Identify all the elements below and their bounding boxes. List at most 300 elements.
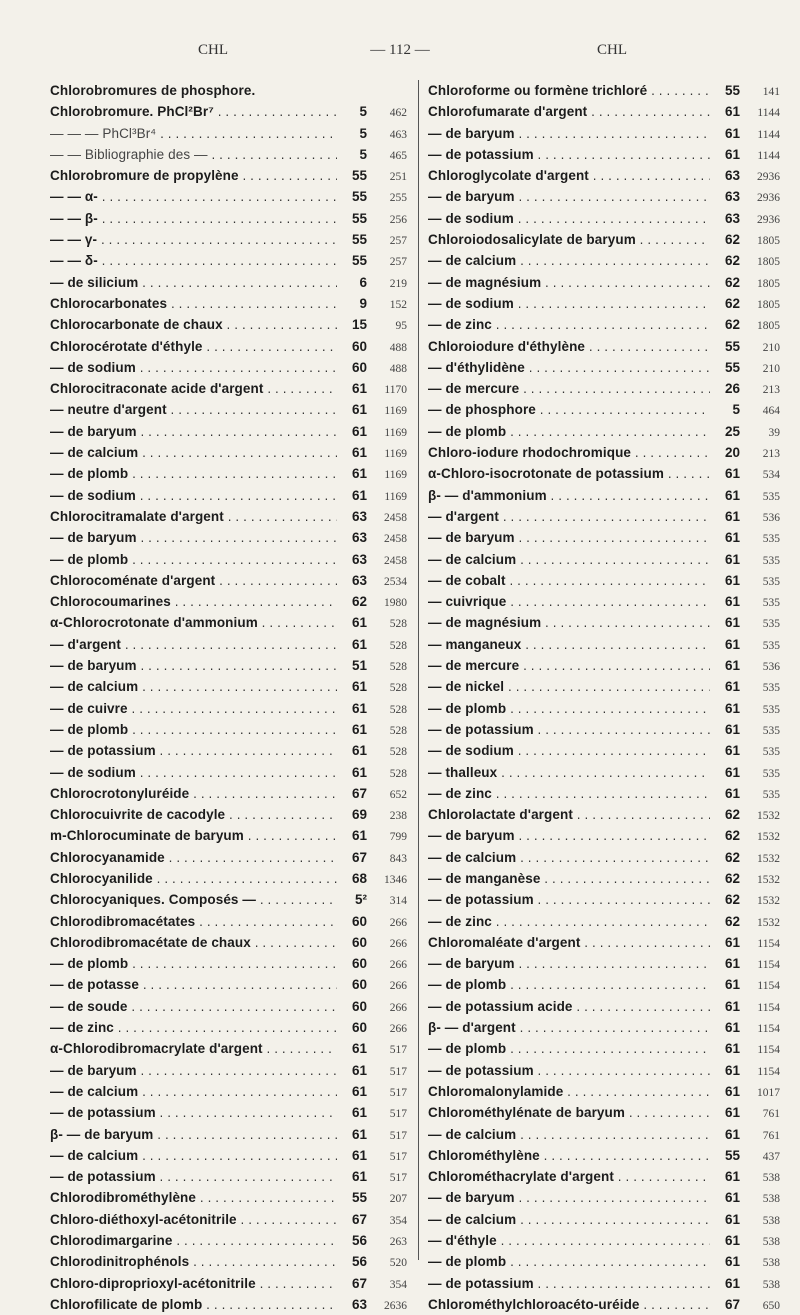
- entry-name: — de calcium . . .: [50, 676, 337, 697]
- entry-name: — de potassium . . .: [428, 719, 710, 740]
- entry-page: 1154: [757, 937, 780, 950]
- entry-volume: 61: [724, 1126, 740, 1142]
- index-entry: [50, 804, 407, 825]
- entry-page: 266: [389, 937, 407, 950]
- entry-name: Chlorocoumarines . . .: [50, 591, 337, 612]
- entry-volume: 60: [351, 934, 367, 950]
- entry-page: 534: [762, 469, 780, 482]
- entry-name: Chlorocitramalate d'argent . . .: [50, 506, 337, 527]
- entry-name: — de baryum . . .: [50, 421, 337, 442]
- index-entry: [428, 80, 780, 101]
- index-entry: [50, 463, 407, 484]
- entry-page: 1144: [757, 149, 780, 162]
- index-entry: [428, 357, 780, 378]
- entry-volume: 62: [724, 807, 740, 823]
- index-entry: [50, 485, 407, 506]
- entry-name: — de calcium . . .: [428, 1209, 710, 1230]
- entry-volume: 62: [351, 594, 367, 610]
- entry-name: — de calcium . . .: [428, 250, 710, 271]
- entry-page: 1805: [757, 298, 780, 311]
- entry-volume: 61: [351, 615, 367, 631]
- index-entry: [50, 229, 407, 250]
- entry-name: — de potasse . . .: [50, 974, 337, 995]
- entry-page: 2936: [757, 192, 780, 205]
- entry-page: 1154: [757, 959, 780, 972]
- index-entry: [50, 527, 407, 548]
- entry-page: 1346: [384, 873, 407, 886]
- index-entry: [428, 123, 780, 144]
- entry-volume: 61: [724, 104, 740, 120]
- entry-page: 652: [389, 788, 407, 801]
- entry-page: 95: [395, 320, 407, 333]
- entry-page: 528: [389, 639, 407, 652]
- index-entry: [428, 272, 780, 293]
- entry-volume: 61: [351, 700, 367, 716]
- entry-name: Chloromalonylamide . . .: [428, 1081, 710, 1102]
- index-entry: [50, 314, 407, 335]
- entry-name: — de sodium . . .: [428, 293, 710, 314]
- entry-page: 1170: [384, 384, 407, 397]
- entry-volume: 62: [724, 317, 740, 333]
- entry-volume: 61: [724, 700, 740, 716]
- entry-name: — de calcium . . .: [428, 549, 710, 570]
- entry-page: 535: [762, 682, 780, 695]
- entry-volume: 63: [724, 189, 740, 205]
- index-entry: [50, 336, 407, 357]
- entry-volume: 61: [724, 1105, 740, 1121]
- entry-volume: 63: [724, 168, 740, 184]
- index-entry: [50, 1230, 407, 1251]
- index-entry: [428, 1294, 780, 1315]
- entry-page: 1805: [757, 277, 780, 290]
- index-entry: [50, 101, 407, 122]
- entry-volume: 61: [724, 1211, 740, 1227]
- entry-volume: 61: [724, 146, 740, 162]
- entry-page: 2936: [757, 213, 780, 226]
- entry-name: Chlorométhylène . . .: [428, 1145, 710, 1166]
- entry-name: — — β- . . .: [50, 208, 337, 229]
- entry-page: 520: [389, 1257, 407, 1270]
- index-entry: [428, 698, 780, 719]
- entry-page: 535: [762, 788, 780, 801]
- index-entry: [428, 911, 780, 932]
- index-entry: [428, 250, 780, 271]
- entry-name: — de cuivre . . .: [50, 698, 337, 719]
- index-entry: [50, 378, 407, 399]
- entry-page: 799: [389, 831, 407, 844]
- entry-volume: 5: [359, 104, 367, 120]
- entry-volume: 6: [359, 274, 367, 290]
- entry-name: — de plomb . . .: [50, 953, 337, 974]
- entry-name: — de sodium . . .: [50, 485, 337, 506]
- index-entry: [50, 1187, 407, 1208]
- entry-name: — de calcium . . .: [428, 847, 710, 868]
- index-entry: [50, 506, 407, 527]
- index-entry: [50, 1038, 407, 1059]
- entry-name: Chlorodinitrophénols . . .: [50, 1251, 337, 1272]
- entry-name: — de sodium . . .: [50, 357, 337, 378]
- entry-volume: 60: [351, 1020, 367, 1036]
- entry-page: 314: [389, 895, 407, 908]
- entry-name: Chlorométhylchloroacéto-uréide . . .: [428, 1294, 710, 1315]
- index-entry: [50, 293, 407, 314]
- entry-volume: 61: [351, 466, 367, 482]
- entry-volume: 67: [351, 1211, 367, 1227]
- entry-page: 538: [762, 1278, 780, 1291]
- running-header: [0, 42, 800, 66]
- entry-volume: 61: [351, 402, 367, 418]
- entry-page: 535: [762, 746, 780, 759]
- index-entry: [428, 1209, 780, 1230]
- entry-page: 528: [389, 661, 407, 674]
- index-entry: [50, 570, 407, 591]
- entry-page: 39: [768, 426, 780, 439]
- index-entry: [50, 549, 407, 570]
- entry-name: — de manganèse . . .: [428, 868, 710, 889]
- index-entry: [428, 421, 780, 442]
- entry-page: 538: [762, 1214, 780, 1227]
- entry-page: 538: [762, 1236, 780, 1249]
- entry-name: — de baryum . . .: [428, 186, 710, 207]
- entry-volume: 62: [724, 253, 740, 269]
- index-entry: [428, 676, 780, 697]
- entry-volume: 56: [351, 1233, 367, 1249]
- entry-name: β- — de baryum . . .: [50, 1124, 337, 1145]
- entry-volume: 5: [359, 125, 367, 141]
- entry-page: 1154: [757, 1044, 780, 1057]
- entry-name: — cuivrique . . .: [428, 591, 710, 612]
- entry-name: — de sodium . . .: [428, 208, 710, 229]
- entry-volume: 61: [351, 828, 367, 844]
- entry-page: 2458: [384, 554, 407, 567]
- entry-name: — — δ- . . .: [50, 250, 337, 271]
- index-entry: [428, 1145, 780, 1166]
- entry-page: 1017: [757, 1086, 780, 1099]
- entry-name: — de silicium . . .: [50, 272, 337, 293]
- entry-volume: 61: [724, 1190, 740, 1206]
- entry-name: — de zinc . . .: [428, 314, 710, 335]
- entry-page: 2936: [757, 171, 780, 184]
- index-entry: [50, 1294, 407, 1315]
- entry-name: — de baryum . . .: [50, 527, 337, 548]
- entry-name: Chlorobromure de propylène . . .: [50, 165, 337, 186]
- entry-page: 257: [389, 235, 407, 248]
- entry-name: — de plomb . . .: [50, 549, 337, 570]
- entry-name: α-Chlorocrotonate d'ammonium . . .: [50, 612, 337, 633]
- entry-volume: 63: [351, 551, 367, 567]
- entry-page: 1532: [757, 831, 780, 844]
- entry-volume: 67: [351, 785, 367, 801]
- index-entry: [428, 549, 780, 570]
- entry-name: — de plomb . . .: [428, 421, 710, 442]
- entry-volume: 63: [351, 530, 367, 546]
- index-entry: [428, 229, 780, 250]
- entry-name: Chlorocyanamide . . .: [50, 847, 337, 868]
- entry-name: m-Chlorocuminate de baryum . . .: [50, 825, 337, 846]
- entry-page: 257: [389, 256, 407, 269]
- entry-volume: 61: [724, 743, 740, 759]
- entry-page: 2534: [384, 575, 407, 588]
- entry-volume: 61: [724, 1062, 740, 1078]
- entry-name: Chlorolactate d'argent . . .: [428, 804, 710, 825]
- index-entry: [50, 208, 407, 229]
- entry-name: — d'argent . . .: [428, 506, 710, 527]
- entry-name: — de sodium . . .: [428, 740, 710, 761]
- entry-page: 437: [762, 1150, 780, 1163]
- entry-page: 650: [762, 1299, 780, 1312]
- entry-volume: 60: [351, 977, 367, 993]
- entry-name: — thalleux . . .: [428, 762, 710, 783]
- entry-page: 535: [762, 554, 780, 567]
- entry-name: — — Bibliographie des — . . .: [50, 144, 337, 165]
- entry-name: — de plomb . . .: [428, 1251, 710, 1272]
- entry-volume: 67: [351, 1275, 367, 1291]
- column-divider: [418, 80, 419, 1260]
- entry-volume: 63: [724, 210, 740, 226]
- entry-page: 1154: [757, 1065, 780, 1078]
- index-entry: [428, 1230, 780, 1251]
- entry-volume: 62: [724, 849, 740, 865]
- entry-page: 528: [389, 724, 407, 737]
- entry-volume: 62: [724, 892, 740, 908]
- entry-volume: 62: [724, 274, 740, 290]
- entry-volume: 67: [724, 1296, 740, 1312]
- entry-name: α-Chlorodibromacrylate d'argent . . .: [50, 1038, 337, 1059]
- entry-volume: 69: [351, 807, 367, 823]
- entry-name: — d'argent . . .: [50, 634, 337, 655]
- entry-page: 463: [389, 128, 407, 141]
- entry-name: — de potassium . . .: [428, 1273, 710, 1294]
- index-entry: [50, 442, 407, 463]
- index-entry: [50, 847, 407, 868]
- entry-page: 141: [762, 86, 780, 98]
- entry-volume: 61: [351, 445, 367, 461]
- entry-page: 1169: [384, 405, 407, 418]
- entry-page: 528: [389, 618, 407, 631]
- index-entry: [428, 591, 780, 612]
- entry-volume: 62: [724, 828, 740, 844]
- entry-page: 219: [389, 277, 407, 290]
- entry-volume: 15: [351, 317, 367, 333]
- index-entry: [428, 932, 780, 953]
- entry-volume: 61: [724, 764, 740, 780]
- entry-name: — de potassium . . .: [428, 889, 710, 910]
- entry-volume: 61: [351, 1083, 367, 1099]
- entry-volume: 61: [351, 721, 367, 737]
- entry-volume: 61: [724, 1233, 740, 1249]
- index-entry: [50, 655, 407, 676]
- entry-name: — de zinc . . .: [428, 783, 710, 804]
- entry-volume: 5: [359, 146, 367, 162]
- index-entry: [50, 953, 407, 974]
- entry-name: — de phosphore . . .: [428, 399, 710, 420]
- page-number: — 112 —: [370, 42, 430, 58]
- entry-page: 535: [762, 639, 780, 652]
- entry-volume: 63: [351, 1296, 367, 1312]
- entry-page: 210: [762, 362, 780, 375]
- index-entry: [50, 1102, 407, 1123]
- index-entry: [428, 1251, 780, 1272]
- index-entry: [428, 996, 780, 1017]
- entry-page: 517: [389, 1150, 407, 1163]
- entry-page: 1154: [757, 1023, 780, 1036]
- entry-page: 2458: [384, 511, 407, 524]
- index-entry: [428, 101, 780, 122]
- index-entry: [50, 911, 407, 932]
- entry-volume: 67: [351, 849, 367, 865]
- entry-volume: 63: [351, 508, 367, 524]
- entry-page: 266: [389, 959, 407, 972]
- entry-name: Chloroiodure d'éthylène . . .: [428, 336, 710, 357]
- entry-page: 1532: [757, 810, 780, 823]
- entry-page: 1805: [757, 235, 780, 248]
- entry-volume: 62: [724, 295, 740, 311]
- entry-name: — de zinc . . .: [428, 911, 710, 932]
- index-entry: [428, 527, 780, 548]
- entry-page: 256: [389, 213, 407, 226]
- index-entry: [428, 1273, 780, 1294]
- index-entry: [50, 740, 407, 761]
- index-entry: [50, 591, 407, 612]
- entry-page: 1154: [757, 980, 780, 993]
- entry-volume: 55: [351, 1190, 367, 1206]
- entry-name: — — α- . . .: [50, 186, 337, 207]
- index-entry: [428, 974, 780, 995]
- entry-page: 1169: [384, 469, 407, 482]
- entry-volume: 9: [359, 295, 367, 311]
- entry-volume: 61: [724, 466, 740, 482]
- entry-volume: 61: [351, 487, 367, 503]
- entry-volume: 60: [351, 956, 367, 972]
- entry-page: 517: [389, 1065, 407, 1078]
- index-entry: [50, 974, 407, 995]
- entry-name: — de potassium . . .: [50, 740, 337, 761]
- entry-name: Chlorocarbonate de chaux . . .: [50, 314, 337, 335]
- entry-name: — de nickel . . .: [428, 676, 710, 697]
- entry-volume: 61: [351, 423, 367, 439]
- entry-volume: 61: [351, 679, 367, 695]
- entry-volume: 61: [724, 1169, 740, 1185]
- entry-name: Chlorobromure. PhCl²Br⁷ . . .: [50, 101, 337, 122]
- entry-volume: 55: [724, 359, 740, 375]
- index-entry: [50, 165, 407, 186]
- entry-volume: 61: [724, 721, 740, 737]
- entry-name: — — — PhCl³Br⁴ . . .: [50, 123, 337, 144]
- index-entry: [428, 506, 780, 527]
- entry-name: — de baryum . . .: [428, 825, 710, 846]
- index-entry: [428, 1081, 780, 1102]
- entry-page: 1154: [757, 1001, 780, 1014]
- entry-page: 1144: [757, 107, 780, 120]
- entry-page: 465: [389, 149, 407, 162]
- entry-name: — de potassium acide . . .: [428, 996, 710, 1017]
- entry-name: Chloro-diproprioxyl-acétonitrile . . .: [50, 1273, 337, 1294]
- index-entry: [428, 144, 780, 165]
- index-entry: [428, 442, 780, 463]
- index-entry: [428, 612, 780, 633]
- entry-page: 538: [762, 1257, 780, 1270]
- index-entry: [428, 868, 780, 889]
- entry-name: — de sodium . . .: [50, 762, 337, 783]
- index-entry: [428, 1124, 780, 1145]
- entry-page: 1980: [384, 597, 407, 610]
- entry-page: 1805: [757, 256, 780, 269]
- left-column: [50, 80, 407, 1315]
- entry-name: Chloro-diéthoxyl-acétonitrile . . .: [50, 1209, 337, 1230]
- index-entry: [428, 1060, 780, 1081]
- entry-name: — de calcium . . .: [50, 442, 337, 463]
- index-entry: [50, 676, 407, 697]
- entry-volume: 61: [351, 764, 367, 780]
- entry-name: Chloro-iodure rhodochromique . . .: [428, 442, 710, 463]
- entry-page: 462: [389, 107, 407, 120]
- entry-name: Chlorodibrométhylène . . .: [50, 1187, 337, 1208]
- entry-volume: 61: [724, 487, 740, 503]
- index-entry: [428, 740, 780, 761]
- index-entry: [50, 272, 407, 293]
- entry-volume: 61: [724, 785, 740, 801]
- index-entry: [428, 953, 780, 974]
- header-right: CHL: [597, 42, 627, 58]
- index-entry: [428, 165, 780, 186]
- entry-name: — d'éthyle . . .: [428, 1230, 710, 1251]
- entry-volume: 61: [724, 1020, 740, 1036]
- entry-page: 251: [389, 171, 407, 184]
- header-left: CHL: [198, 42, 228, 58]
- entry-volume: 61: [351, 1062, 367, 1078]
- entry-name: — de soude . . .: [50, 996, 337, 1017]
- entry-name: — de baryum . . .: [428, 1187, 710, 1208]
- entry-page: 2458: [384, 533, 407, 546]
- entry-volume: 61: [724, 530, 740, 546]
- entry-volume: 26: [724, 381, 740, 397]
- index-entry: [428, 208, 780, 229]
- index-entry: [428, 1187, 780, 1208]
- entry-volume: 61: [724, 508, 740, 524]
- entry-name: — de plomb . . .: [428, 974, 710, 995]
- index-entry: [428, 1102, 780, 1123]
- entry-name: Chlorocitraconate acide d'argent . . .: [50, 378, 337, 399]
- entry-volume: 55: [351, 253, 367, 269]
- entry-name: Chloroglycolate d'argent . . .: [428, 165, 710, 186]
- entry-page: 266: [389, 980, 407, 993]
- entry-page: 1169: [384, 448, 407, 461]
- entry-page: 1532: [757, 916, 780, 929]
- entry-page: 213: [762, 384, 780, 397]
- entry-volume: 60: [351, 359, 367, 375]
- entry-volume: 5²: [354, 892, 367, 908]
- index-entry: [428, 783, 780, 804]
- index-entry: [428, 847, 780, 868]
- entry-name: — de plomb . . .: [50, 719, 337, 740]
- entry-page: 207: [389, 1193, 407, 1206]
- index-entry: [50, 1251, 407, 1272]
- entry-page: 266: [389, 1023, 407, 1036]
- entry-name: Chlorocarbonates . . .: [50, 293, 337, 314]
- entry-volume: 61: [351, 743, 367, 759]
- entry-page: 528: [389, 682, 407, 695]
- entry-name: Chlorofilicate de plomb . . .: [50, 1294, 337, 1315]
- entry-volume: 61: [724, 551, 740, 567]
- index-entry: [50, 421, 407, 442]
- index-entry: [428, 186, 780, 207]
- entry-name: β- — d'ammonium . . .: [428, 485, 710, 506]
- index-entry: [50, 762, 407, 783]
- entry-volume: 55: [724, 83, 740, 98]
- entry-page: 1144: [757, 128, 780, 141]
- entry-page: 536: [762, 661, 780, 674]
- right-column: [428, 80, 780, 1315]
